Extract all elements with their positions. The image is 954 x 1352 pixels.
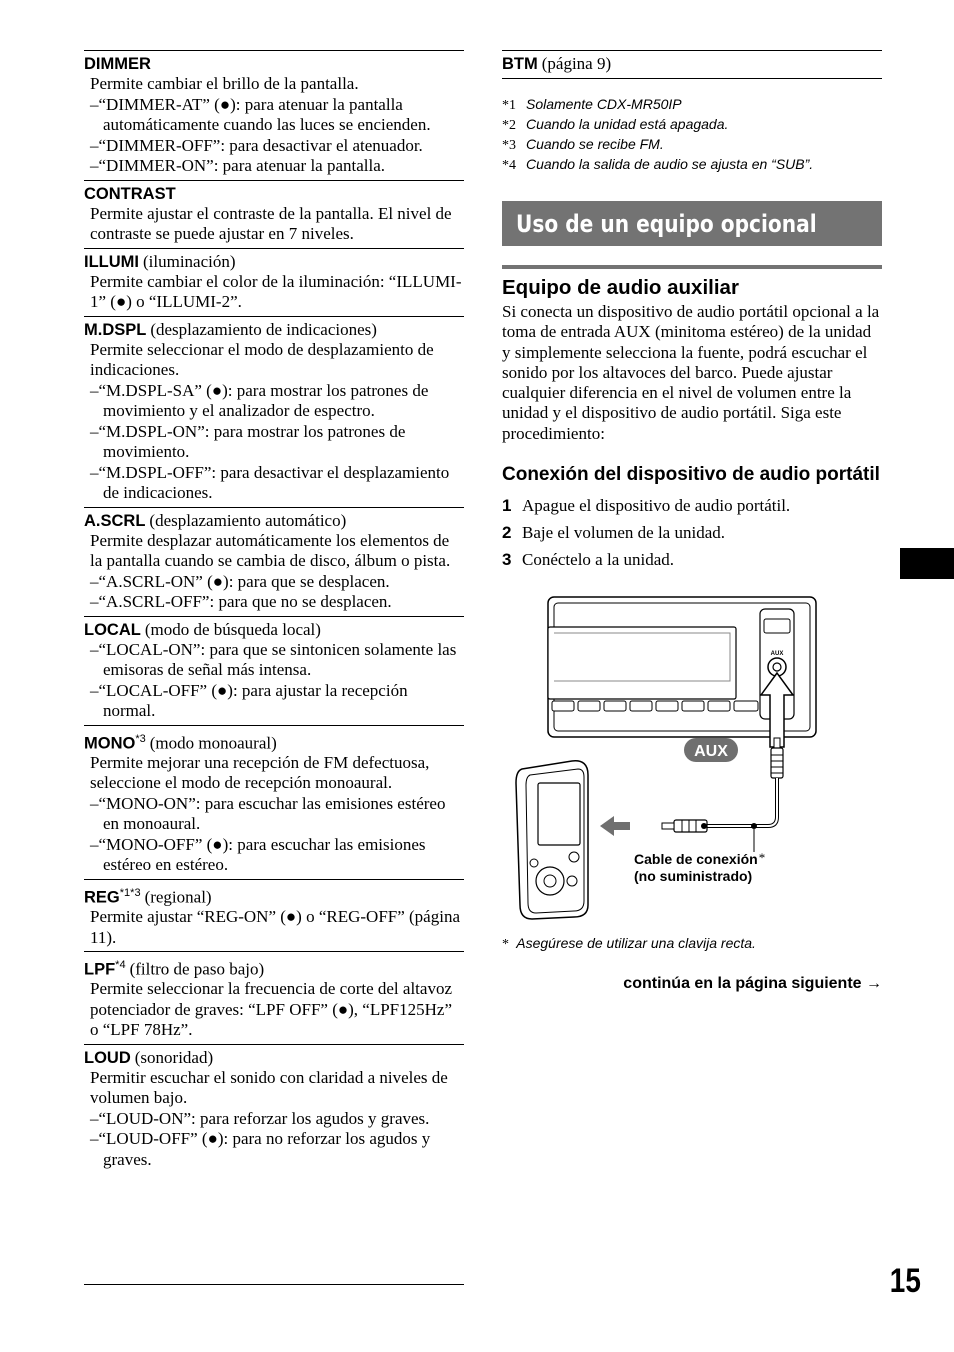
setting-heading [84,320,464,340]
setting-term: REG [84,888,120,907]
subsection-rule [502,265,882,269]
steps-list [502,492,882,573]
option-item: –“DIMMER-OFF”: para desactivar el atenuador. [90,135,423,155]
figure-note: * Asegúrese de utilizar una clavija recta. [502,935,756,953]
setting-gloss: (modo monoaural) [149,732,277,752]
btm-entry [502,50,882,79]
setting-entry [84,248,464,316]
setting-entry [84,507,464,616]
setting-description: Permite ajustar “REG-ON” (●) o “REG-OFF” (página 11). [90,907,460,947]
setting-description: Permite seleccionar el modo de desplazamiento de indicaciones. [90,339,434,379]
setting-heading [84,1048,464,1068]
option-item: –“M.DSPL-OFF”: para desactivar el desplazamiento de indicaciones. [90,462,450,502]
step-item: 1 Apague el dispositivo de audio portátil. [502,496,791,516]
setting-gloss: (desplazamiento de indicaciones) [150,319,377,339]
setting-description: Permitir escuchar el sonido con claridad a niveles de volumen bajo. [90,1067,448,1108]
option-item: –“LOUD-ON”: para reforzar los agudos y graves. [90,1108,430,1128]
option-item: –“LOUD-OFF” (●): para no reforzar los agudos y graves. [90,1129,431,1169]
setting-description: Permite desplazar automáticamente los elementos de la pantalla cuando se cambia de disco, álbum o pista. [90,530,451,570]
connection-illustration [502,595,882,925]
section-title: Uso de un equipo opcional [516,209,817,238]
setting-term: M.DSPL [84,320,147,339]
setting-gloss: (regional) [144,887,212,907]
cable-label-line1: Cable de conexión* [634,850,766,868]
setting-entry [84,951,464,1044]
setting-gloss: (sonoridad) [134,1047,214,1067]
setting-gloss: (desplazamiento automático) [149,510,347,530]
footnote-ref: *1*3 [119,886,141,899]
option-item: –“LOCAL-ON”: para que se sintonicen solamente las emisoras de señal más intensa. [90,639,457,679]
footnote: *4 Cuando la salida de audio se ajusta en “SUB”. [502,156,814,173]
setting-description: Permite seleccionar la frecuencia de corte del altavoz potenciador de graves: “LPF OFF” (●), “LPF125Hz” o “LPF 78Hz”. [90,979,452,1040]
setting-heading [84,54,464,74]
setting-entry [84,616,464,725]
setting-gloss: (modo de búsqueda local) [144,619,321,639]
setting-heading [84,184,464,204]
setting-entry [84,879,464,951]
option-item: –“MONO-OFF” (●): para escuchar las emisiones estéreo en estéreo. [90,834,426,875]
list-bottom-rule [84,1284,464,1285]
setting-term: ILLUMI [84,252,139,271]
setting-term: LPF [84,960,116,979]
footnote: *1 Solamente CDX-MR50IP [502,96,682,113]
option-item: –“A.SCRL-ON” (●): para que se desplacen. [90,571,390,591]
setting-heading [84,729,464,753]
setting-gloss: (filtro de paso bajo) [129,959,265,979]
option-item: –“MONO-ON”: para escuchar las emisiones estéreo en monoaural. [90,793,446,834]
aux-jack-label: AUX [770,651,784,658]
step-item: 2 Baje el volumen de la unidad. [502,523,725,543]
footnote-ref: *3 [135,732,146,745]
setting-heading [84,620,464,640]
aux-badge [684,738,738,762]
option-item: –“A.SCRL-OFF”: para que no se desplacen. [90,592,392,611]
setting-entry [84,1044,464,1174]
option-item: –“M.DSPL-SA” (●): para mostrar los patrones de movimiento y el analizador de espectro. [90,380,429,420]
intro-paragraph: Si conecta un dispositivo de audio portátil opcional a la toma de entrada AUX (minitoma estéreo) de la unidad y simplemente selecciona la fuente, podrá escuchar el sonido por los altavoces del barco. Puede ajustar cualquier diferencia en el nivel de volumen entre la unidad y el dispositivo de audio portátil. Siga este procedimiento: [502,302,880,443]
footnote: *3 Cuando se recibe FM. [502,136,664,153]
setting-heading [84,883,464,907]
setting-gloss: (iluminación) [143,251,236,271]
footnote: *2 Cuando la unidad está apagada. [502,116,729,133]
portable-player-icon [516,761,588,919]
footnotes [502,95,882,175]
setting-description: Permite cambiar el brillo de la pantalla. [90,74,359,93]
setting-term: A.SCRL [84,511,146,530]
setting-description: Permite cambiar el color de la iluminación: “ILLUMI-1” (●) o “ILLUMI-2”. [90,271,462,311]
setting-description: Permite mejorar una recepción de FM defectuosa, seleccione el modo de recepción monoaural. [90,752,430,793]
setting-term: LOUD [84,1048,131,1067]
section-thumb-tab [900,548,954,579]
step-item: 3 Conéctelo a la unidad. [502,550,675,570]
left-arrow-icon [600,816,630,836]
option-item: –“LOCAL-OFF” (●): para ajustar la recepción normal. [90,680,408,720]
cable-label-line2: (no suministrado) [634,868,753,885]
setting-heading [84,511,464,531]
subsection-title: Equipo de audio auxiliar [502,276,739,299]
setting-entry [84,725,464,879]
setting-entry [84,50,464,180]
aux-badge-label: AUX [694,743,728,761]
section-banner [502,201,882,246]
right-column [502,50,882,993]
btm-term: BTM [502,55,538,73]
btm-gloss: (página 9) [541,54,612,73]
setting-entry [84,316,464,507]
connection-diagram [502,595,882,925]
option-item: –“M.DSPL-ON”: para mostrar los patrones de movimiento. [90,421,406,461]
settings-list [84,50,464,1173]
setting-term: LOCAL [84,620,141,639]
option-item: –“DIMMER-ON”: para atenuar la pantalla. [90,156,386,175]
setting-heading [84,955,464,979]
setting-heading [84,252,464,272]
option-item: –“DIMMER-AT” (●): para atenuar la pantalla automáticamente cuando las luces se encienden. [90,94,431,134]
setting-term: CONTRAST [84,184,176,203]
continue-text: continúa en la página siguiente → [623,975,882,993]
setting-description: Permite ajustar el contraste de la pantalla. El nivel de contraste se puede ajustar en 7 niveles. [90,203,452,243]
setting-term: MONO [84,733,136,752]
sub-subsection-title: Conexión del dispositivo de audio portátil [502,464,880,486]
setting-entry [84,180,464,248]
page-number: 15 [889,1262,921,1300]
footnote-ref: *4 [115,959,126,972]
setting-term: DIMMER [84,55,151,73]
